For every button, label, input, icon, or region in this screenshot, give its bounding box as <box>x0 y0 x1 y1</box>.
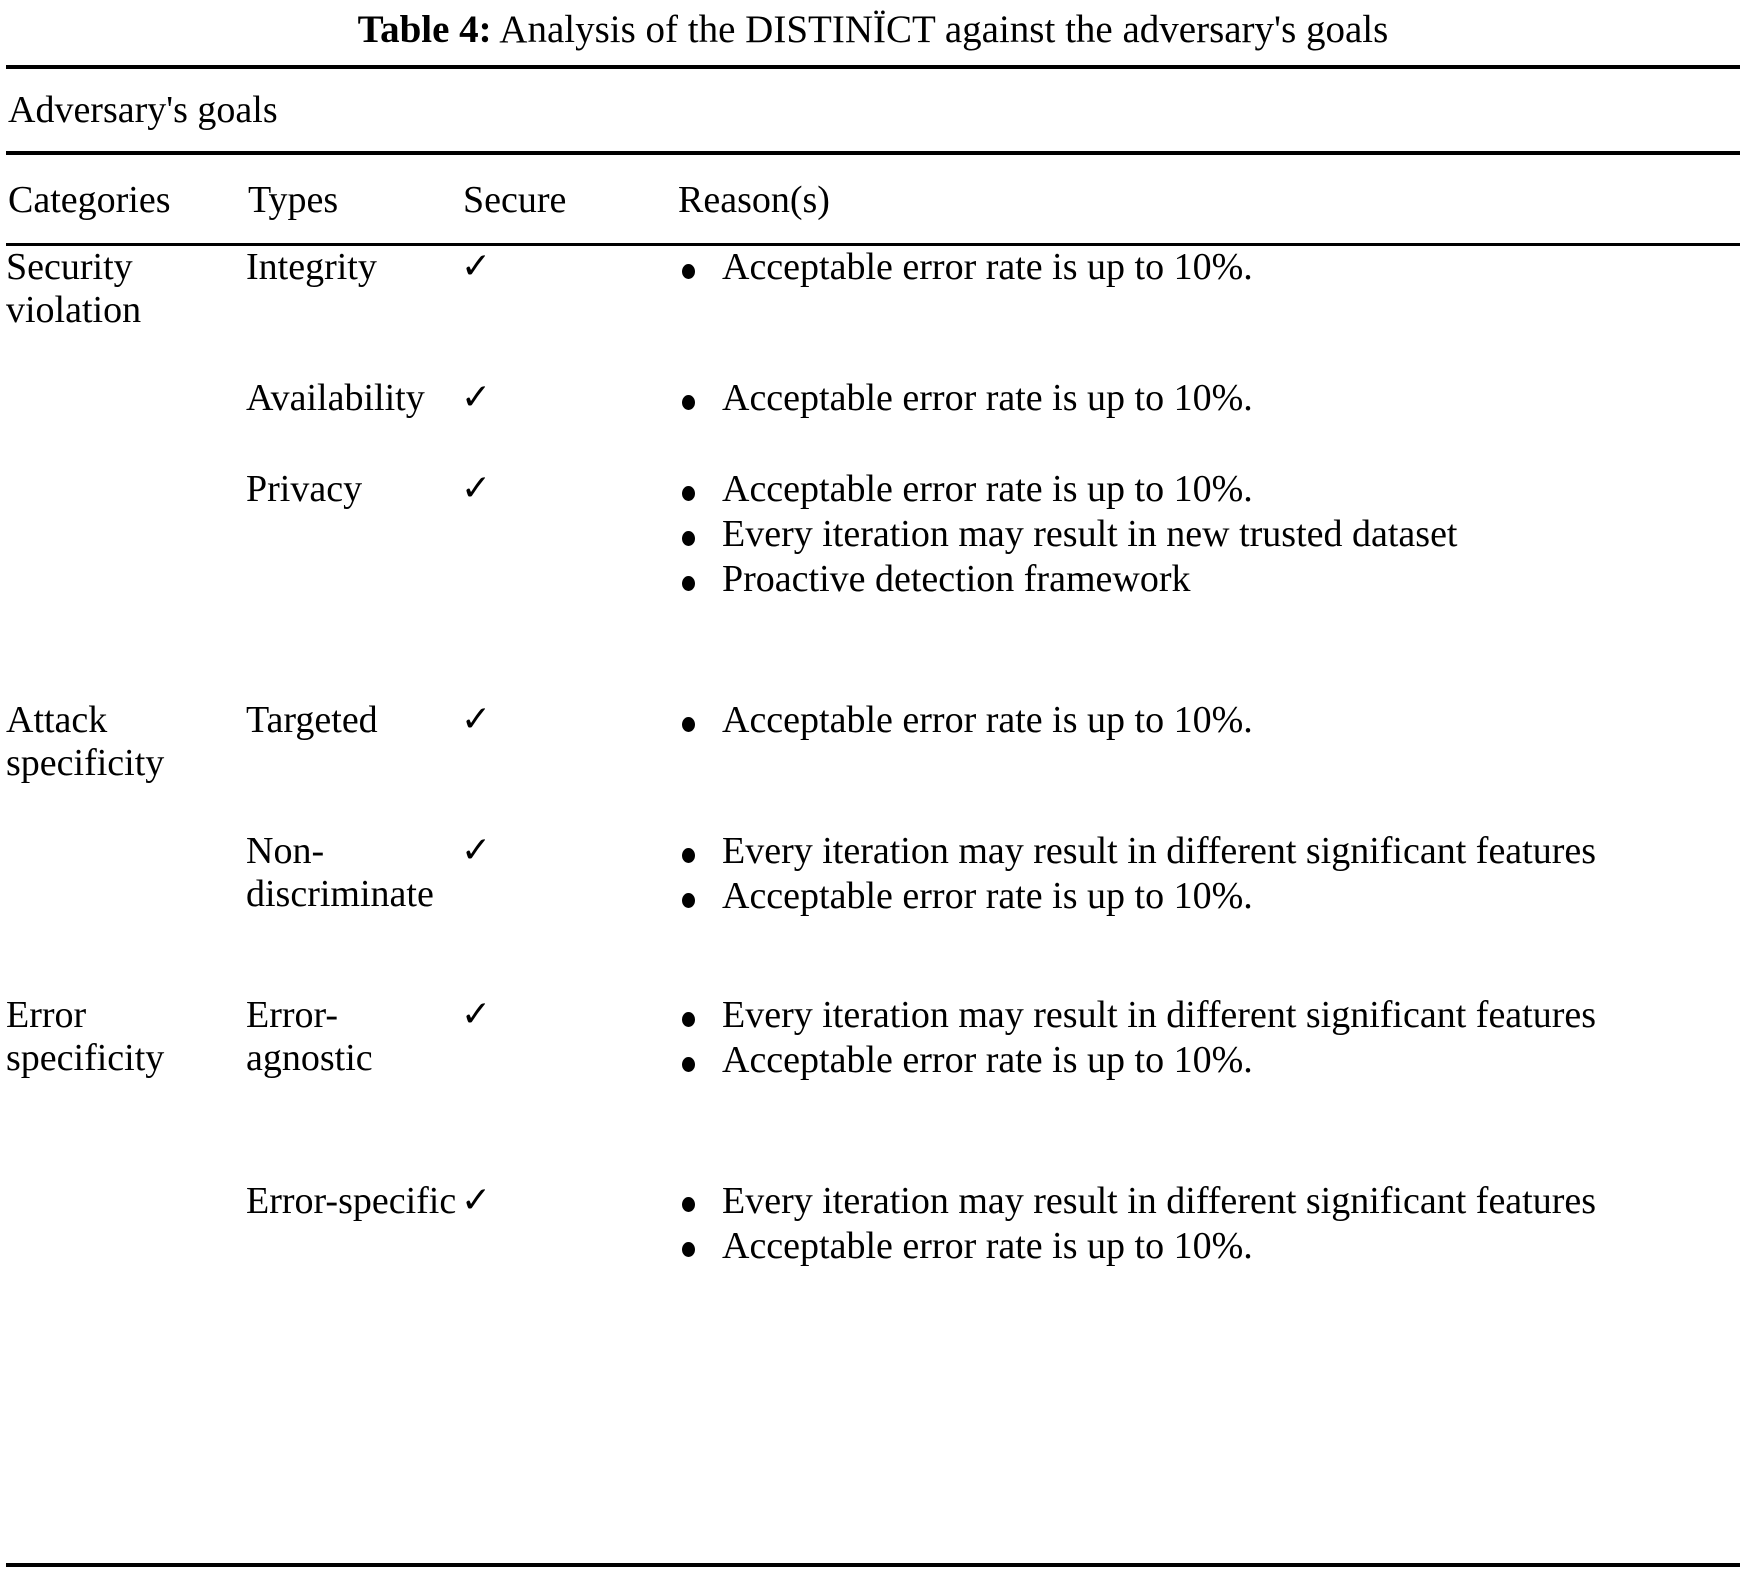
reason-text: Acceptable error rate is up to 10%. <box>722 377 1253 420</box>
reason-item <box>676 994 1740 1037</box>
bullet-icon <box>682 717 695 732</box>
caption-text: Analysis of the DISTINÏCT against the adversary's goals <box>499 8 1389 51</box>
cell-secure <box>461 1180 676 1270</box>
column-header-types: Types <box>248 178 339 221</box>
reason-item <box>676 377 1740 420</box>
reason-text: Every iteration may result in different significant features <box>722 994 1597 1037</box>
reason-text: Acceptable error rate is up to 10%. <box>722 875 1253 918</box>
reason-item <box>676 830 1740 873</box>
bullet-icon <box>682 531 695 546</box>
cell-category <box>6 468 246 603</box>
check-icon: ✓ <box>461 246 492 287</box>
row-spacer-cell <box>6 1270 1740 1316</box>
cell-secure <box>461 377 676 422</box>
reason-text: Proactive detection framework <box>722 558 1191 601</box>
bullet-icon <box>682 264 695 279</box>
table-row <box>6 699 1740 784</box>
analysis-table-body <box>6 246 1740 1316</box>
cell-type: Availability <box>246 377 425 420</box>
analysis-table <box>6 155 1740 244</box>
reason-item <box>676 246 1740 289</box>
check-icon: ✓ <box>461 1179 492 1220</box>
cell-secure <box>461 699 676 784</box>
reason-list <box>676 246 1740 289</box>
table-row <box>6 994 1740 1084</box>
reason-text: Acceptable error rate is up to 10%. <box>722 1224 1253 1267</box>
table-row <box>6 1180 1740 1270</box>
reason-text: Acceptable error rate is up to 10%. <box>722 246 1253 289</box>
column-header-reasons: Reason(s) <box>678 178 830 221</box>
row-spacer-cell <box>6 920 1740 994</box>
table-row <box>6 377 1740 422</box>
row-spacer-cell <box>6 784 1740 830</box>
row-spacer <box>6 422 1740 468</box>
column-header-categories: Categories <box>8 178 171 221</box>
table-head <box>6 155 1740 244</box>
reason-text: Every iteration may result in different significant features <box>722 1179 1597 1222</box>
cell-reasons <box>676 246 1740 331</box>
check-icon: ✓ <box>461 699 492 740</box>
group-header-adversary-goals: Adversary's goals <box>8 88 278 131</box>
reason-list <box>676 699 1740 742</box>
reason-item <box>676 1225 1740 1268</box>
column-header-secure: Secure <box>463 178 567 221</box>
cell-type: Error-specific <box>246 1179 457 1222</box>
cell-secure <box>461 246 676 331</box>
check-icon: ✓ <box>461 830 492 871</box>
cell-reasons <box>676 468 1740 603</box>
row-spacer <box>6 784 1740 830</box>
check-icon: ✓ <box>461 377 492 418</box>
table-body <box>6 246 1740 1316</box>
reason-text: Every iteration may result in different significant features <box>722 830 1597 873</box>
cell-reasons <box>676 830 1740 920</box>
header-row <box>6 155 1740 244</box>
cell-reasons <box>676 1180 1740 1270</box>
reason-list <box>676 1180 1740 1268</box>
reason-item <box>676 513 1740 556</box>
row-spacer-cell <box>6 603 1740 699</box>
cell-type: Error-agnostic <box>246 994 373 1079</box>
row-spacer <box>6 1270 1740 1316</box>
table-caption <box>6 0 1740 65</box>
table-row <box>6 830 1740 920</box>
row-spacer <box>6 920 1740 994</box>
bullet-icon <box>682 1197 695 1212</box>
reason-text: Acceptable error rate is up to 10%. <box>722 699 1253 742</box>
cell-type: Non-discriminate <box>246 830 434 915</box>
reason-text: Acceptable error rate is up to 10%. <box>722 468 1253 511</box>
row-spacer-cell <box>6 331 1740 377</box>
cell-reasons <box>676 377 1740 422</box>
cell-reasons <box>676 699 1740 784</box>
reason-item <box>676 468 1740 511</box>
bullet-icon <box>682 1242 695 1257</box>
reason-list <box>676 830 1740 918</box>
cell-category: Attack specificity <box>6 699 165 784</box>
cell-reasons <box>676 994 1740 1084</box>
reason-text: Every iteration may result in new trusted dataset <box>722 513 1458 556</box>
cell-category <box>6 377 246 422</box>
row-spacer <box>6 603 1740 699</box>
cell-secure <box>461 830 676 920</box>
cell-secure <box>461 994 676 1084</box>
row-spacer-cell <box>6 422 1740 468</box>
bullet-icon <box>682 576 695 591</box>
cell-secure <box>461 468 676 603</box>
cell-category: Error specificity <box>6 994 165 1079</box>
bullet-icon <box>682 395 695 410</box>
reason-list <box>676 468 1740 601</box>
bullet-icon <box>682 1012 695 1027</box>
cell-type: Integrity <box>246 246 377 289</box>
bullet-icon <box>682 1057 695 1072</box>
row-spacer <box>6 1084 1740 1180</box>
reason-item <box>676 699 1740 742</box>
reason-item <box>676 1039 1740 1082</box>
check-icon: ✓ <box>461 468 492 509</box>
table-bottom-rule <box>6 1563 1740 1567</box>
table-row <box>6 468 1740 603</box>
reason-list <box>676 994 1740 1082</box>
row-spacer-cell <box>6 1084 1740 1180</box>
reason-item <box>676 558 1740 601</box>
cell-category: Security violation <box>6 246 142 331</box>
cell-type: Privacy <box>246 468 363 511</box>
reason-list <box>676 377 1740 420</box>
cell-category <box>6 830 246 920</box>
bullet-icon <box>682 893 695 908</box>
check-icon: ✓ <box>461 994 492 1035</box>
bullet-icon <box>682 848 695 863</box>
reason-item <box>676 875 1740 918</box>
caption-label: Table 4: <box>357 8 492 51</box>
reason-item <box>676 1180 1740 1223</box>
cell-type: Targeted <box>246 699 378 742</box>
row-spacer <box>6 331 1740 377</box>
table-row <box>6 246 1740 331</box>
cell-category <box>6 1180 246 1270</box>
bullet-icon <box>682 486 695 501</box>
reason-text: Acceptable error rate is up to 10%. <box>722 1039 1253 1082</box>
